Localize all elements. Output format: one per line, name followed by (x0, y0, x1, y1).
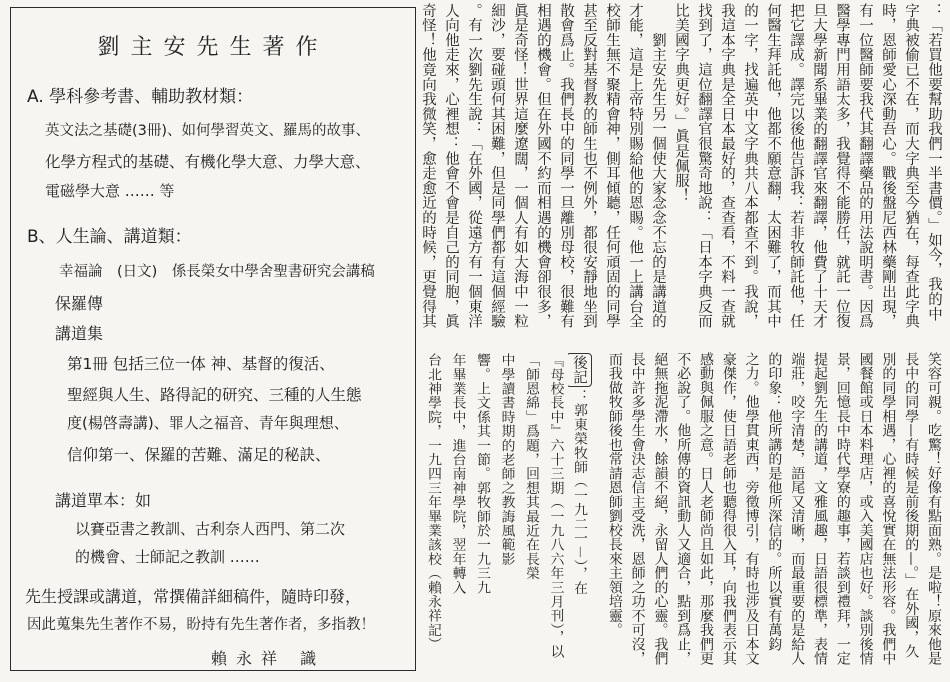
sermons-vol1-line: 聖經與人生、路得記的研究、三種的人生態 (67, 386, 362, 404)
single-sermons-heading: 講道單本：如 (55, 491, 152, 510)
memoir-column: 豪傑作，使日語老師也聽得很入耳，向我們表示其 (720, 352, 737, 666)
memoir-column: 校師生無不聚精會神，側耳傾聽，任何頑固的同學 (604, 3, 620, 329)
memoir-upper-block (416, 3, 945, 345)
works-title: 劉主安先生著作 (97, 35, 329, 60)
memoir-column: 時，恩師愛心深動吾心。戰後盤尼西林藥剛出現， (880, 3, 896, 329)
memoir-lower-block (603, 352, 945, 680)
note-line: 因此蒐集先生著作不易，盼持有先生著作者，多指教！ (27, 617, 375, 633)
memoir-column: 相遇的機會。但在外國不約而相遇的機會卻很多， (535, 3, 551, 329)
memoir-column: 景，回憶長中時代學寮的趣事，若談到禮拜，一定 (834, 352, 851, 666)
work-item-sermons: 講道集 (55, 324, 104, 343)
section-b-heading: B、人生論、講道類： (27, 227, 192, 247)
memoir-column: ：「若買他要幫助我們一半書價。」如今，我的中 (926, 3, 942, 322)
postscript-column: 響。上文係其一節。郭牧師於一九三九 (474, 353, 490, 595)
memoir-column: 而我做牧師後也常請恩師劉校長來主領培靈。 (606, 352, 623, 637)
memoir-column: 字典被偷已不在，而大字典至今猶在，每查此字典 (903, 3, 919, 329)
sermons-vol1-line: 第1冊 包括三位一体 神、基督的復活、 (67, 355, 335, 373)
note-line: 先生授課或講道，常撰備詳細稿件，隨時印發， (25, 587, 362, 606)
memoir-column: 旦大學新聞系畢業的翻譯官來翻譯，他費了十天才 (811, 3, 827, 329)
memoir-column: 感動與佩服之意。日人老師尚且如此，那麼我們更 (698, 352, 715, 666)
single-sermons-line: 的機會、士師記之教訓 …… (75, 548, 260, 566)
memoir-column: 眞是奇怪！世界這麼遼闊，一個人有如大海中一粒 (512, 3, 528, 329)
postscript-column: 「師恩綿」爲題，回想其最近在長榮 (523, 353, 539, 581)
memoir-column: 的一字，找遍英中文字典共八本都查不到。我說， (742, 3, 758, 329)
postscript-column: 『母校長中』六十三期（一九八六年三月刊），以 (547, 353, 564, 659)
memoir-column: 細沙，要碰頭何其困難，但是同學們都有這個經驗 (489, 3, 505, 329)
postscript-column: 中學讀書時期的老師之教誨風範影 (498, 353, 515, 566)
memoir-column: 端莊，咬字清楚，語尾又清晰，而最重要的是給人 (789, 352, 806, 666)
memoir-column: 何醫生拜託他，他都不願意翻，太困難了，而其中 (765, 3, 781, 329)
memoir-column: 。有一次劉先生說：「在外國，從遠方有一個東洋 (466, 3, 482, 329)
memoir-column: 把它譯成。譯完以後他告訴我：若非牧師託他，任 (788, 3, 804, 329)
section-a-line: 電磁學大意 …… 等 (45, 182, 175, 200)
memoir-column: 比美國字典更好。」眞是佩服！ (673, 3, 689, 203)
postscript-column: 台北神學院，一九四三年畢業該校（賴永祥記） (425, 353, 441, 652)
single-sermons-line: 以賽亞書之教訓、古利奈人西門、第二次 (75, 520, 346, 538)
memoir-column: 長中的同學—有時候是前後期的—。」在外國，久 (903, 352, 920, 659)
memoir-column: 散會爲止。我們長中的同學一旦離別母校，很難有 (558, 3, 574, 329)
section-a-line: 英文法之基礎(3冊)、如何學習英文、羅馬的故事、 (45, 123, 371, 139)
memoir-column: 找到了，這位翻譯官很驚奇地說：「日本字典反而 (696, 3, 712, 329)
memoir-column: 劉主安先生另一個使大家念念不忘的是講道的 (650, 3, 666, 329)
postscript-column (568, 353, 593, 679)
memoir-column: 提起劉先生的講道，文雅風趣，日語很標準，表情 (812, 352, 829, 666)
memoir-column: 國餐館或日本料理店，或入美國店也好。談別後情 (857, 352, 874, 666)
signature: 賴永祥 識 (211, 649, 326, 668)
postscript-label: 後記 (568, 353, 593, 387)
memoir-column: 笑容可親。吃驚！好像有點面熟。是啦！原來他是 (926, 352, 942, 666)
memoir-column: 不必說了。他所傳的資訊動人又適合，點到爲止， (675, 352, 692, 666)
postscript-column-text: ：郭東榮牧師（一九二一－），在 (571, 388, 587, 595)
section-a-line: 化學方程式的基礎、有機化學大意、力學大意、 (45, 153, 371, 171)
sermons-vol1-line: 信仰第一、保羅的苦難、滿足的秘訣、 (67, 446, 331, 464)
postscript-column: 年畢業長中，進台南神學院，翌年轉入 (449, 353, 466, 595)
work-item-happiness: 幸福論 (日文) 係長榮女中學舍聖書研究会講稿 (59, 264, 375, 280)
works-list-box (10, 7, 416, 671)
memoir-column: 人向他走來，心裡想：他會不會是自己的同胞，眞 (443, 3, 459, 329)
memoir-column: 之力。他學貫東西，旁徵博引，有時也涉及日本文 (743, 352, 760, 666)
memoir-column: 醫學專門用語太多，我覺得不能勝任，就託一位復 (834, 3, 850, 329)
memoir-column: 有一位醫師要我代其翻譯藥品的用法說明書。因爲 (857, 3, 873, 329)
memoir-column: 甚至反對基督教的師生也不例外，都很安靜地坐到 (581, 3, 597, 329)
section-a-heading: A. 學科參考書、輔助教材類： (27, 87, 254, 107)
memoir-column: 奇怪！他竟向我微笑，愈走愈近的時候，更覺得其 (420, 3, 436, 329)
memoir-column: 才能，這是上帝特別賜給他的恩賜。他一上講台全 (627, 3, 643, 329)
memoir-column: 別的同學相遇，心裡的喜悅實在無法形容。我們中 (880, 352, 897, 666)
memoir-column: 的印象：他所講的是他所深信的。所以實有萬鈞 (766, 352, 783, 652)
sermons-vol1-line: 度(楊啓壽講)、罪人之福音、青年與理想、 (67, 414, 349, 432)
memoir-column: 絕無拖泥滯水，餘韻不絕，永留人們的心靈。我們 (652, 352, 669, 666)
memoir-column: 長中許多學生會決志信主受洗，恩師之功不可沒， (629, 352, 646, 666)
postscript-block (420, 353, 592, 679)
memoir-column: 我這本字典是全日本最好的，查查看，不料一查就 (719, 3, 735, 329)
work-item-paul: 保羅傳 (55, 294, 104, 313)
